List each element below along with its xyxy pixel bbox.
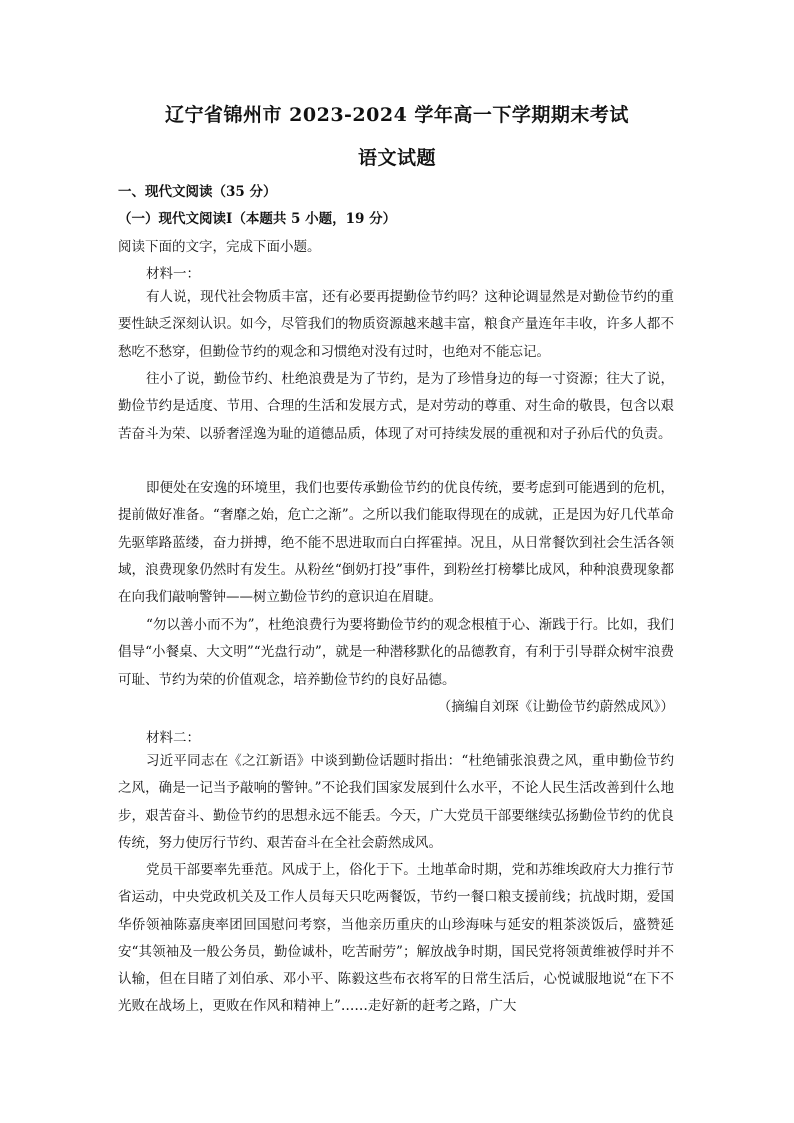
section-heading: 一、现代文阅读（35 分） <box>118 184 277 200</box>
material-1-label: 材料一： <box>146 266 200 282</box>
section-subheading: （一）现代文阅读Ⅰ（本题共 5 小题，19 分） <box>118 211 397 227</box>
document-title: 辽宁省锦州市 2023-2024 学年高一下学期期末考试 <box>165 104 629 126</box>
material-2-paragraph: 习近平同志在《之江新语》中谈到勤俭话题时指出：“杜绝铺张浪费之风，重申勤俭节约之风，确是一记当予敲响的警钟。”不论我们国家发展到什么水平，不论人民生活改善到什么地步，艰苦奋斗、勤俭节约的思想永远不能丢。今天，广大党员干部要继续弘扬勤俭节约的优良传统，努力使厉行节约、艰苦奋斗在全社会蔚然成风。 <box>118 753 674 851</box>
material-1-paragraph: 有人说，现代社会物质丰富，还有必要再提勤俭节约吗？这种论调显然是对勤俭节约的重要性缺乏深刻认识。如今，尽管我们的物质资源越来越丰富，粮食产量连年丰收，许多人都不愁吃不愁穿，但勤俭节约的观念和习惯绝对没有过时，也绝对不能忘记。 <box>118 289 674 360</box>
document-subtitle: 语文试题 <box>357 147 436 169</box>
material-1-source: （摘编自刘琛《让勤俭节约蔚然成风》） <box>437 699 674 715</box>
material-2-paragraph: 党员干部要率先垂范。风成于上，俗化于下。土地革命时期，党和苏维埃政府大力推行节省运动，中央党政机关及工作人员每天只吃两餐饭，节约一餐口粮支援前线；抗战时期，爱国华侨领袖陈嘉庚率团回国慰问考察，当他亲历重庆的山珍海味与延安的粗茶淡饭后，盛赞延安“其领袖及一般公务员，勤俭诚朴，吃苦耐劳”；解放战争时期，国民党将领黄维被俘时并不认输，但在目睹了刘伯承、邓小平、陈毅这些布衣将军的日常生活后，心悦诚服地说“在下不光败在战场上，更败在作风和精神上”……走好新的赶考之路，广大 <box>118 862 674 1015</box>
material-1-paragraph: 往小了说，勤俭节约、杜绝浪费是为了节约，是为了珍惜身边的每一寸资源；往大了说，勤俭节约是适度、节用、合理的生活和发展方式，是对劳动的尊重、对生命的敬畏，包含以艰苦奋斗为荣、以骄奢淫逸为耻的道德品质，体现了对可持续发展的重视和对子孙后代的负责。 <box>118 371 674 442</box>
material-1-paragraph: 即便处在安逸的环境里，我们也要传承勤俭节约的优良传统，要考虑到可能遇到的危机，提前做好准备。“奢靡之始，危亡之渐”。之所以我们能取得现在的成就，正是因为好几代革命先驱筚路蓝缕，奋力拼搏，绝不能不思进取而白白挥霍掉。况且，从日常餐饮到社会生活各领域，浪费现象仍然时有发生。从粉丝“倒奶打投”事件，到粉丝打榜攀比成风，种种浪费现象都在向我们敲响警钟——树立勤俭节约的意识迫在眉睫。 <box>118 480 674 606</box>
reading-instruction: 阅读下面的文字，完成下面小题。 <box>118 239 321 255</box>
material-1-paragraph: “勿以善小而不为”，杜绝浪费行为要将勤俭节约的观念根植于心、渐践于行。比如，我们倡导“小餐桌、大文明”“光盘行动”，就是一种潜移默化的品德教育，有利于引导群众树牢浪费可耻、节约为荣的价值观念，培养勤俭节约的良好品德。 <box>118 617 674 688</box>
material-2-label: 材料二： <box>146 730 200 746</box>
